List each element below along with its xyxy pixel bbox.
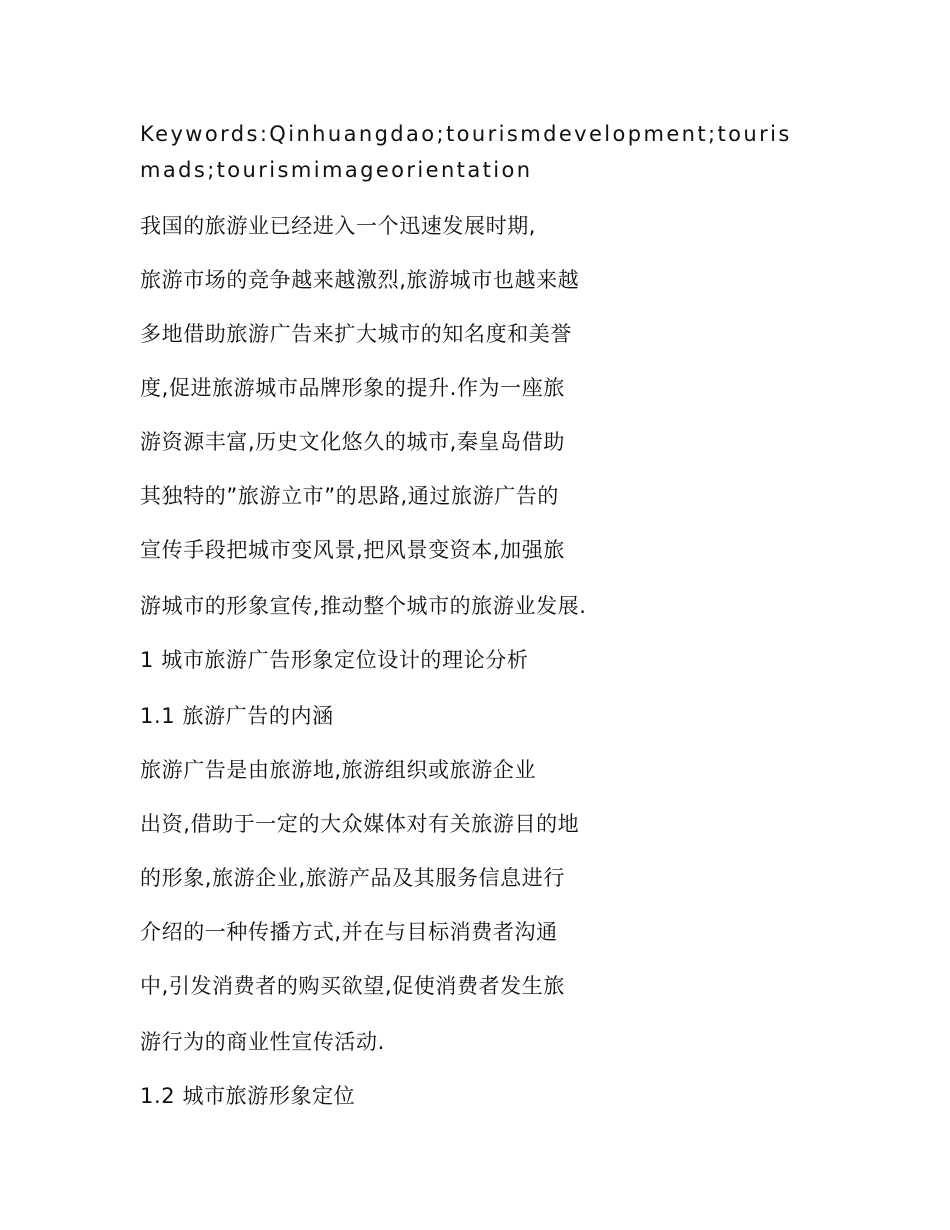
body-line-1: 我国的旅游业已经进入一个迅速发展时期,: [140, 214, 537, 238]
body-line-14: 游行为的商业性宣传活动.: [140, 1030, 385, 1054]
body-line-13: 中,引发消费者的购买欲望,促使消费者发生旅: [140, 974, 565, 998]
section-heading-1-2: 1.2 城市旅游形象定位: [140, 1084, 356, 1108]
section-heading-1-1: 1.1 旅游广告的内涵: [140, 704, 334, 728]
body-line-12: 介绍的一种传播方式,并在与目标消费者沟通: [140, 920, 558, 944]
body-line-8: 游城市的形象宣传,推动整个城市的旅游业发展.: [140, 594, 587, 618]
keywords-paragraph: [140, 116, 820, 188]
body-line-10: 出资,借助于一定的大众媒体对有关旅游目的地: [140, 812, 580, 836]
body-line-5: 游资源丰富,历史文化悠久的城市,秦皇岛借助: [140, 430, 565, 454]
body-line-4: 度,促进旅游城市品牌形象的提升.作为一座旅: [140, 376, 565, 400]
body-line-7: 宣传手段把城市变风景,把风景变资本,加强旅: [140, 538, 565, 562]
body-line-9: 旅游广告是由旅游地,旅游组织或旅游企业: [140, 758, 537, 782]
keywords-line-1: Keywords:Qinhuangdao;tourismdevelopment;touris: [140, 122, 792, 146]
body-line-6: 其独特的”旅游立市”的思路,通过旅游广告的: [140, 484, 560, 508]
body-line-11: 的形象,旅游企业,旅游产品及其服务信息进行: [140, 866, 565, 890]
keywords-line-2: mads;tourismimageorientation: [140, 158, 533, 182]
section-heading-1: 1 城市旅游广告形象定位设计的理论分析: [140, 648, 529, 672]
body-line-3: 多地借助旅游广告来扩大城市的知名度和美誉: [140, 322, 572, 346]
body-line-2: 旅游市场的竞争越来越激烈,旅游城市也越来越: [140, 268, 580, 292]
